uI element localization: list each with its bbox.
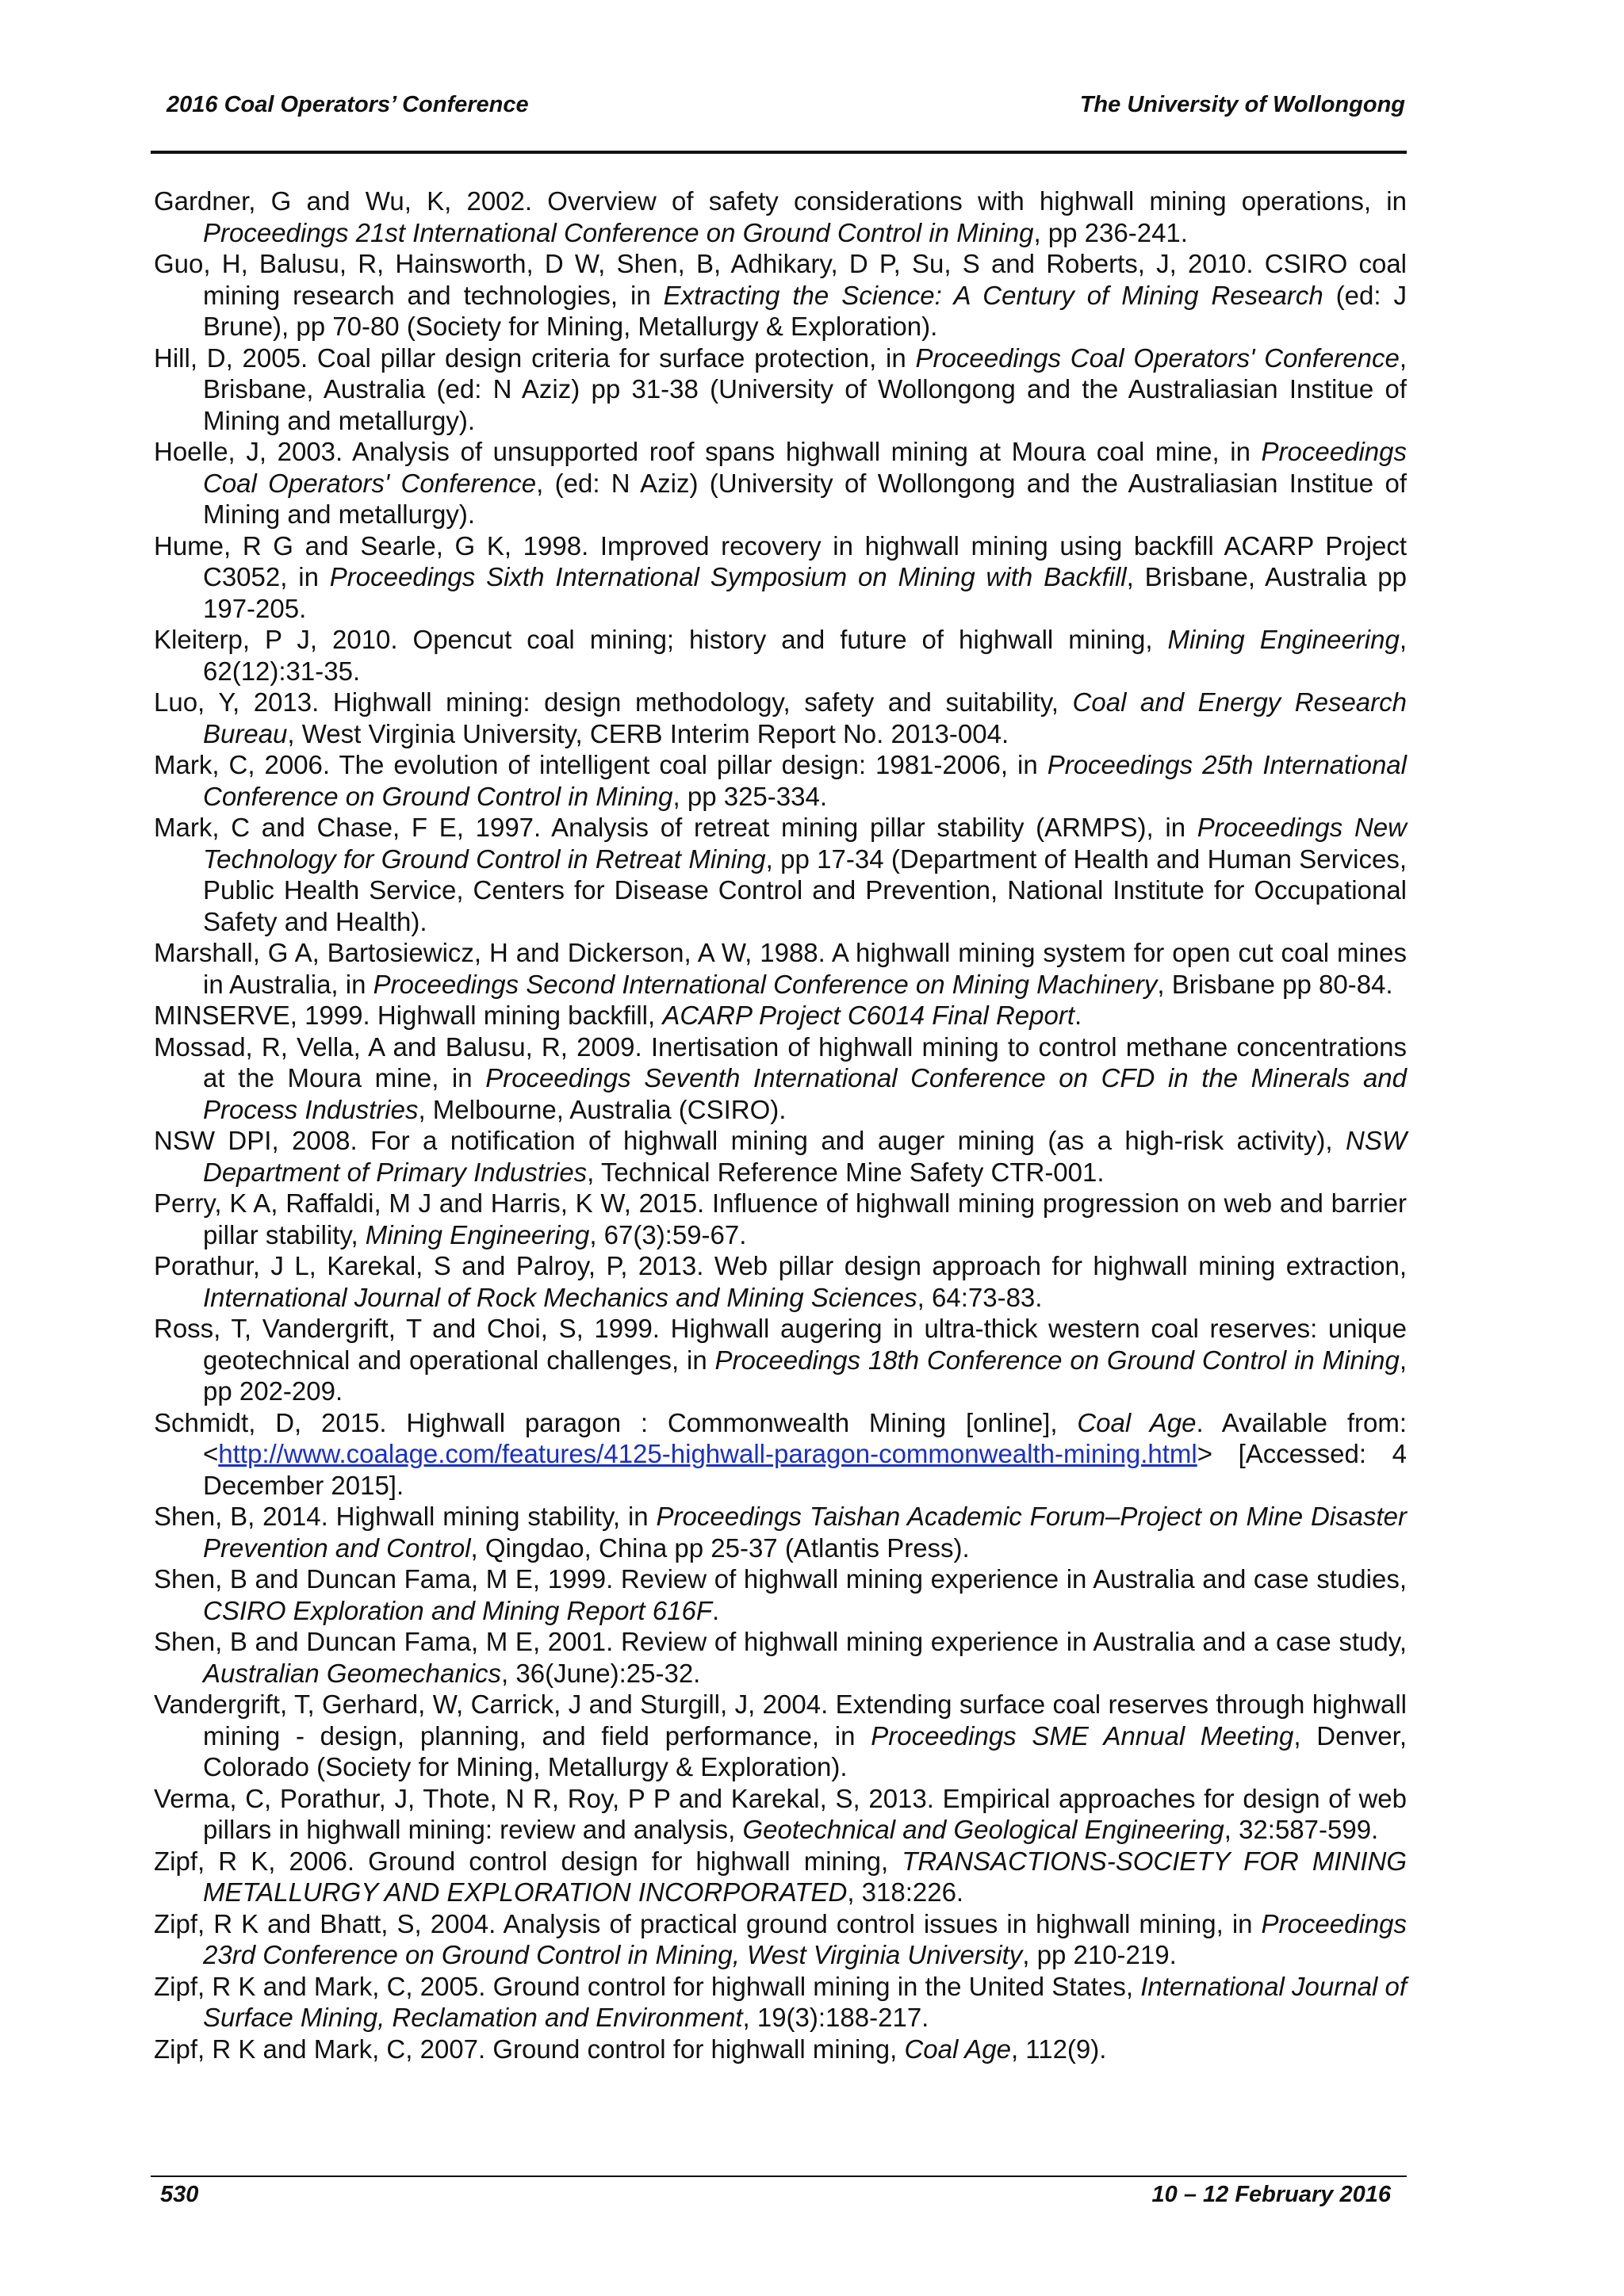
reference-entry xyxy=(154,1626,1407,1689)
reference-text: , West Virginia University, CERB Interim Report No. 2013-004. xyxy=(287,718,1009,748)
reference-text: , Qingdao, China pp 25-37 (Atlantis Press). xyxy=(470,1533,970,1563)
reference-source-title: NSW Department of Primary Industries xyxy=(203,1126,1407,1187)
reference-entry xyxy=(154,436,1407,530)
reference-text: (ed: J Brune), pp 70-80 (Society for Mining, Metallurgy & Exploration). xyxy=(203,280,1407,341)
reference-source-title: Proceedings Taishan Academic Forum–Project on Mine Disaster Prevention and Control xyxy=(203,1502,1407,1563)
reference-source-title: Coal Age xyxy=(904,2034,1011,2064)
reference-source-title: Proceedings 21st International Conference on Ground Control in Mining xyxy=(203,217,1034,247)
header-rule xyxy=(151,151,1407,154)
reference-entry xyxy=(154,1313,1407,1407)
reference-text: Kleiterp, P J, 2010. Opencut coal mining; history and future of highwall mining, xyxy=(154,625,1168,654)
reference-text: Zipf, R K and Bhatt, S, 2004. Analysis of practical ground control issues in highwall mining, in xyxy=(154,1908,1262,1938)
reference-text: , 62(12):31-35. xyxy=(203,625,1407,686)
reference-text: , 32:587-599. xyxy=(1224,1815,1379,1844)
page-header xyxy=(151,92,1405,124)
reference-text: MINSERVE, 1999. Highwall mining backfill, xyxy=(154,1001,663,1030)
reference-entry xyxy=(154,1000,1407,1031)
reference-list xyxy=(154,186,1407,2064)
reference-source-title: CSIRO Exploration and Mining Report 616F xyxy=(203,1595,712,1625)
reference-entry xyxy=(154,937,1407,1000)
reference-source-title: Proceedings SME Annual Meeting xyxy=(871,1720,1294,1751)
reference-source-title: Proceedings Second International Conference on Mining Machinery xyxy=(373,969,1158,999)
university-name: The University of Wollongong xyxy=(1079,92,1405,117)
reference-text: Shen, B, 2014. Highwall mining stability, in xyxy=(154,1502,657,1531)
reference-text: , Technical Reference Mine Safety CTR-001. xyxy=(587,1157,1105,1187)
page-number: 530 xyxy=(160,2182,199,2207)
reference-text: Zipf, R K, 2006. Ground control design for highwall mining, xyxy=(154,1846,902,1876)
reference-text: Porathur, J L, Karekal, S and Palroy, P, 2013. Web pillar design approach for highwall mining extraction, xyxy=(154,1251,1407,1280)
reference-entry xyxy=(154,1250,1407,1313)
reference-source-title: ACARP Project C6014 Final Report xyxy=(662,1001,1074,1030)
conference-dates: 10 – 12 February 2016 xyxy=(1151,2182,1391,2207)
footer-rule xyxy=(151,2175,1407,2177)
reference-text: > [Accessed: 4 December 2015]. xyxy=(203,1439,1407,1500)
reference-text: Zipf, R K and Mark, C, 2005. Ground control for highwall mining in the United States, xyxy=(154,1971,1141,2001)
reference-source-title: Proceedings 23rd Conference on Ground Control in Mining, West Virginia University xyxy=(203,1908,1407,1969)
reference-text: Hoelle, J, 2003. Analysis of unsupported roof spans highwall mining at Moura coal mine, in xyxy=(154,437,1262,466)
reference-text: , pp 210-219. xyxy=(1022,1940,1177,1969)
reference-entry xyxy=(154,1125,1407,1188)
reference-text: Perry, K A, Raffaldi, M J and Harris, K W, 2015. Influence of highwall mining progression on web and barrier pillar stability, xyxy=(154,1188,1407,1249)
reference-text: Luo, Y, 2013. Highwall mining: design methodology, safety and suitability, xyxy=(154,687,1073,717)
reference-text: Shen, B and Duncan Fama, M E, 1999. Review of highwall mining experience in Australia and case studies, xyxy=(154,1564,1407,1594)
reference-entry xyxy=(154,1908,1407,1971)
reference-entry xyxy=(154,1188,1407,1250)
reference-text: , 19(3):188-217. xyxy=(742,2003,929,2032)
reference-text: , pp 236-241. xyxy=(1033,217,1188,247)
reference-source-title: Mining Engineering xyxy=(365,1219,590,1249)
reference-text: Gardner, G and Wu, K, 2002. Overview of safety considerations with highwall mining operations, in xyxy=(154,186,1407,216)
reference-text: , Brisbane pp 80-84. xyxy=(1157,969,1393,999)
reference-entry xyxy=(154,687,1407,749)
reference-text: , 36(June):25-32. xyxy=(501,1658,701,1688)
reference-text: , Brisbane, Australia (ed: N Aziz) pp 31-38 (University of Wollongong and the Australiasian Institue of Mining and metallurgy). xyxy=(203,342,1407,435)
reference-text: NSW DPI, 2008. For a notification of highwall mining and auger mining (as a high-risk activity), xyxy=(154,1126,1346,1155)
reference-entry xyxy=(154,1971,1407,2034)
reference-source-title: Extracting the Science: A Century of Mining Research xyxy=(663,280,1323,310)
reference-entry xyxy=(154,1783,1407,1846)
reference-text: . Available from: < xyxy=(203,1407,1407,1468)
reference-text: , (ed: N Aziz) (University of Wollongong and the Australiasian Institue of Mining and metallurgy). xyxy=(203,468,1407,529)
reference-text: Mossad, R, Vella, A and Balusu, R, 2009. Inertisation of highwall mining to control methane concentrations at the Moura mine, in xyxy=(154,1031,1407,1093)
reference-entry xyxy=(154,186,1407,248)
reference-text: Hill, D, 2005. Coal pillar design criteria for surface protection, in xyxy=(154,342,916,373)
reference-text: Mark, C, 2006. The evolution of intelligent coal pillar design: 1981-2006, in xyxy=(154,750,1048,779)
reference-source-title: TRANSACTIONS-SOCIETY FOR MINING METALLURGY AND EXPLORATION INCORPORATED xyxy=(203,1846,1407,1907)
reference-entry xyxy=(154,1689,1407,1783)
reference-text: . xyxy=(712,1595,720,1625)
reference-text: Zipf, R K and Mark, C, 2007. Ground control for highwall mining, xyxy=(154,2034,905,2064)
reference-text: Guo, H, Balusu, R, Hainsworth, D W, Shen, B, Adhikary, D P, Su, S and Roberts, J, 2010. CSIRO coal mining research and technologies, in xyxy=(154,249,1407,310)
reference-text: Verma, C, Porathur, J, Thote, N R, Roy, P P and Karekal, S, 2013. Empirical approaches for design of web pillars in highwall mining: review and analysis, xyxy=(154,1783,1407,1844)
reference-text: , pp 202-209. xyxy=(203,1345,1408,1406)
reference-source-title: International Journal of Surface Mining, Reclamation and Environment xyxy=(203,1971,1407,2032)
reference-link[interactable]: http://www.coalage.com/features/4125-highwall-paragon-commonwealth-mining.html xyxy=(218,1439,1197,1468)
reference-text: Marshall, G A, Bartosiewicz, H and Dickerson, A W, 1988. A highwall mining system for open cut coal mines in Australia, in xyxy=(154,938,1407,999)
reference-source-title: Australian Geomechanics xyxy=(203,1658,502,1688)
reference-entry xyxy=(154,812,1407,937)
reference-text: Vandergrift, T, Gerhard, W, Carrick, J and Sturgill, J, 2004. Extending surface coal reserves through highwall mining - design, planning, and field performance, in xyxy=(154,1689,1407,1751)
reference-entry xyxy=(154,2034,1407,2065)
reference-source-title: Proceedings 18th Conference on Ground Control in Mining xyxy=(714,1345,1400,1375)
reference-source-title: Proceedings Coal Operators' Conference xyxy=(915,342,1400,373)
reference-text: , 112(9). xyxy=(1010,2034,1107,2064)
reference-source-title: Proceedings Seventh International Conference on CFD in the Minerals and Process Industries xyxy=(203,1063,1408,1124)
reference-entry xyxy=(154,1407,1407,1502)
reference-entry xyxy=(154,624,1407,687)
reference-text: , Brisbane, Australia pp 197-205. xyxy=(203,562,1407,623)
reference-source-title: Coal Age xyxy=(1077,1407,1197,1437)
reference-text: , pp 17-34 (Department of Health and Human Services, Public Health Service, Centers for Disease Control and Prevention, National Institute for Occupational Safety and Health). xyxy=(203,844,1407,936)
reference-text: . xyxy=(1074,1001,1082,1030)
reference-entry xyxy=(154,1563,1407,1626)
reference-text: , 318:226. xyxy=(847,1877,964,1907)
reference-text: Schmidt, D, 2015. Highwall paragon : Commonwealth Mining [online], xyxy=(154,1407,1078,1437)
reference-entry xyxy=(154,749,1407,812)
reference-entry xyxy=(154,1846,1407,1908)
reference-text: Hume, R G and Searle, G K, 1998. Improved recovery in highwall mining using backfill ACARP Project C3052, in xyxy=(154,530,1407,591)
reference-text: , 64:73-83. xyxy=(917,1282,1043,1312)
reference-source-title: International Journal of Rock Mechanics and Mining Sciences xyxy=(203,1282,917,1312)
conference-title: 2016 Coal Operators’ Conference xyxy=(167,92,529,117)
page-footer xyxy=(151,2182,1391,2214)
reference-text: Shen, B and Duncan Fama, M E, 2001. Review of highwall mining experience in Australia and a case study, xyxy=(154,1627,1407,1656)
reference-source-title: Proceedings 25th International Conference on Ground Control in Mining xyxy=(203,750,1407,811)
reference-text: , Melbourne, Australia (CSIRO). xyxy=(418,1094,787,1124)
reference-entry xyxy=(154,1501,1407,1563)
reference-text: , 67(3):59-67. xyxy=(589,1219,747,1249)
reference-text: Ross, T, Vandergrift, T and Choi, S, 1999. Highwall augering in ultra-thick western coal reserves: unique geotechnical and operational challenges, in xyxy=(154,1314,1407,1375)
reference-text: Mark, C and Chase, F E, 1997. Analysis of retreat mining pillar stability (ARMPS), in xyxy=(154,813,1197,842)
reference-source-title: Proceedings Coal Operators' Conference xyxy=(203,437,1407,498)
reference-entry xyxy=(154,1031,1407,1126)
reference-source-title: Coal and Energy Research Bureau xyxy=(203,687,1407,748)
reference-source-title: Geotechnical and Geological Engineering xyxy=(742,1815,1224,1844)
reference-source-title: Proceedings Sixth International Symposium on Mining with Backfill xyxy=(329,562,1127,591)
reference-source-title: Mining Engineering xyxy=(1167,625,1400,654)
reference-entry xyxy=(154,530,1407,625)
reference-entry xyxy=(154,248,1407,342)
reference-text: , pp 325-334. xyxy=(672,781,828,811)
reference-source-title: Proceedings New Technology for Ground Control in Retreat Mining xyxy=(203,813,1407,874)
reference-text: , Denver, Colorado (Society for Mining, Metallurgy & Exploration). xyxy=(203,1720,1407,1781)
reference-entry xyxy=(154,342,1407,437)
